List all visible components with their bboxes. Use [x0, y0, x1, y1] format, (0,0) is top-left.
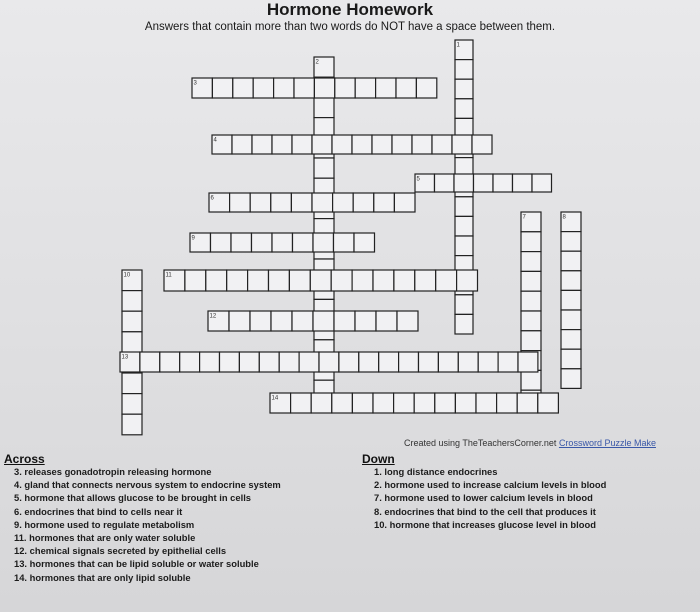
crossword-cell[interactable] [474, 174, 494, 192]
crossword-cell[interactable] [376, 311, 397, 331]
crossword-cell[interactable] [211, 233, 232, 252]
crossword-cell[interactable] [454, 174, 474, 192]
crossword-cell[interactable] [232, 135, 252, 154]
word-9-across [190, 233, 375, 252]
crossword-cell[interactable] [310, 270, 331, 291]
crossword-cell[interactable] [140, 352, 160, 372]
crossword-cell[interactable] [415, 270, 436, 291]
clue-number-10: 10 [123, 272, 131, 279]
word-8-down [561, 212, 581, 388]
crossword-cell[interactable] [435, 174, 455, 192]
page-title: Hormone Homework [266, 0, 434, 19]
word-11-across [164, 270, 478, 291]
crossword-cell[interactable] [359, 352, 379, 372]
crossword-cell[interactable] [335, 78, 355, 98]
word-2-down [314, 57, 334, 400]
crossword-cell[interactable] [432, 135, 452, 154]
crossword-cell[interactable] [472, 135, 492, 154]
crossword-cell[interactable] [279, 352, 299, 372]
clue-number-13: 13 [121, 354, 129, 361]
across-clue: 5. hormone that allows glucose to be brought in cells [14, 492, 252, 504]
crossword-cell[interactable] [379, 352, 399, 372]
crossword-cell[interactable] [180, 352, 200, 372]
crossword-cell[interactable] [435, 393, 456, 413]
word-13-across [120, 352, 538, 372]
credit-text: Created using TheTeachersCorner.net [404, 438, 559, 448]
crossword-cell[interactable] [372, 135, 392, 154]
crossword-cell[interactable] [233, 78, 253, 98]
across-clue: 14. hormones that are only lipid soluble [14, 571, 191, 583]
clue-number-11: 11 [165, 272, 172, 279]
crossword-cell[interactable] [339, 352, 359, 372]
credit-link[interactable]: Crossword Puzzle Make [558, 438, 656, 448]
crossword-cell[interactable] [334, 233, 355, 252]
crossword-cell[interactable] [376, 78, 396, 98]
clue-number-12: 12 [209, 313, 217, 320]
crossword-cell[interactable] [334, 311, 355, 331]
crossword-cell[interactable] [332, 135, 352, 154]
crossword-cell[interactable] [561, 251, 581, 271]
crossword-cell[interactable] [455, 60, 473, 80]
crossword-cell[interactable] [239, 352, 259, 372]
crossword-cell[interactable] [291, 193, 312, 212]
crossword-cell[interactable] [122, 394, 142, 415]
crossword-cell[interactable] [497, 393, 518, 413]
crossword-cell[interactable] [253, 78, 273, 98]
crossword-cell[interactable] [521, 271, 541, 291]
crossword-cell[interactable] [314, 78, 334, 98]
crossword-cell[interactable] [458, 352, 478, 372]
clue-number-9: 9 [191, 235, 195, 242]
crossword-cell[interactable] [438, 352, 458, 372]
crossword-cell[interactable] [311, 393, 332, 413]
crossword-cell[interactable] [455, 216, 473, 236]
word-5-across [415, 174, 552, 192]
crossword-cell[interactable] [513, 174, 533, 192]
crossword-cell[interactable] [354, 233, 375, 252]
crossword-cell[interactable] [538, 393, 559, 413]
across-clue: 13. hormones that can be lipid soluble or water soluble [14, 558, 259, 570]
across-clue: 6. endocrines that bind to cells near it [14, 505, 183, 517]
crossword-cell[interactable] [294, 78, 314, 98]
crossword-cell[interactable] [455, 236, 473, 256]
crossword-cell[interactable] [250, 193, 271, 212]
crossword-cell[interactable] [419, 352, 439, 372]
crossword-cell[interactable] [455, 99, 473, 119]
clue-number-2: 2 [315, 59, 319, 66]
crossword-cell[interactable] [521, 232, 541, 252]
crossword-cell[interactable] [399, 352, 419, 372]
crossword-cell[interactable] [200, 352, 220, 372]
crossword-cell[interactable] [229, 311, 250, 331]
down-clue: 8. endocrines that bind to the cell that produces it [374, 505, 596, 517]
crossword-cell[interactable] [394, 270, 415, 291]
word-6-across [209, 193, 415, 212]
down-clue: 1. long distance endocrines [374, 466, 498, 477]
crossword-cell[interactable] [396, 78, 416, 98]
crossword-cell[interactable] [521, 370, 541, 390]
crossword-cell[interactable] [293, 233, 314, 252]
across-clue-list [14, 465, 281, 584]
across-clue: 3. releases gonadotropin releasing hormone [14, 466, 212, 477]
crossword-cell[interactable] [230, 193, 251, 212]
crossword-cell[interactable] [521, 252, 541, 272]
clue-number-5: 5 [416, 176, 420, 183]
down-clue: 7. hormone used to lower calcium levels in blood [374, 492, 593, 504]
across-clue: 9. hormone used to regulate metabolism [14, 518, 195, 530]
crossword-cell[interactable] [271, 193, 292, 212]
crossword-cell[interactable] [333, 193, 354, 212]
crossword-cell[interactable] [122, 373, 142, 394]
crossword-cell[interactable] [314, 97, 334, 117]
crossword-cell[interactable] [392, 135, 412, 154]
crossword-cell[interactable] [397, 311, 418, 331]
crossword-cell[interactable] [457, 270, 478, 291]
crossword-cell[interactable] [455, 393, 476, 413]
across-heading: Across [4, 452, 45, 466]
crossword-cell[interactable] [416, 78, 436, 98]
crossword-cell[interactable] [355, 311, 376, 331]
crossword-cell[interactable] [478, 352, 498, 372]
word-12-across [208, 311, 418, 331]
crossword-cell[interactable] [561, 369, 581, 389]
crossword-cell[interactable] [227, 270, 248, 291]
crossword-cell[interactable] [292, 135, 312, 154]
crossword-cell[interactable] [314, 158, 334, 178]
crossword-cell[interactable] [220, 352, 240, 372]
crossword-cell[interactable] [476, 393, 497, 413]
crossword-cell[interactable] [160, 352, 180, 372]
crossword-cell[interactable] [252, 233, 273, 252]
down-clue: 2. hormone used to increase calcium levels in blood [374, 479, 607, 491]
crossword-cell[interactable] [455, 295, 473, 315]
crossword-cell[interactable] [414, 393, 435, 413]
crossword-cell[interactable] [353, 193, 374, 212]
down-clue: 10. hormone that increases glucose level in blood [374, 518, 596, 530]
crossword-cell[interactable] [269, 270, 290, 291]
crossword-cell[interactable] [206, 270, 227, 291]
crossword-cell[interactable] [374, 193, 395, 212]
crossword-cell[interactable] [521, 311, 541, 331]
crossword-cell[interactable] [272, 233, 293, 252]
word-14-across [270, 393, 558, 413]
crossword-cell[interactable] [394, 393, 415, 413]
crossword-cell[interactable] [259, 352, 279, 372]
crossword-cell[interactable] [352, 393, 373, 413]
crossword-cell[interactable] [212, 78, 232, 98]
crossword-cell[interactable] [185, 270, 206, 291]
clue-number-6: 6 [210, 195, 214, 202]
crossword-cell[interactable] [312, 193, 333, 212]
credit-line [404, 438, 656, 448]
clue-number-14: 14 [271, 395, 279, 402]
clue-number-3: 3 [193, 80, 197, 87]
crossword-cell[interactable] [521, 291, 541, 311]
crossword-cell[interactable] [122, 311, 142, 332]
crossword-cell[interactable] [231, 233, 252, 252]
crossword-cell[interactable] [394, 193, 415, 212]
word-4-across [212, 135, 492, 154]
crossword-cell[interactable] [498, 352, 518, 372]
clue-number-8: 8 [562, 214, 566, 221]
crossword-cell[interactable] [250, 311, 271, 331]
crossword-cell[interactable] [122, 414, 142, 435]
crossword-cell[interactable] [493, 174, 513, 192]
crossword-cell[interactable] [561, 349, 581, 369]
crossword-cell[interactable] [313, 311, 334, 331]
crossword-cell[interactable] [319, 352, 339, 372]
crossword-cell[interactable] [561, 271, 581, 291]
crossword-cell[interactable] [331, 270, 352, 291]
crossword-cell[interactable] [289, 270, 310, 291]
crossword-cell[interactable] [455, 79, 473, 99]
crossword-cell[interactable] [292, 311, 313, 331]
page-subtitle: Answers that contain more than two words do NOT have a space between them. [144, 21, 556, 33]
crossword-cell[interactable] [561, 290, 581, 310]
crossword-cell[interactable] [518, 352, 538, 372]
word-3-across [192, 78, 437, 98]
across-clue: 4. gland that connects nervous system to endocrine system [14, 479, 281, 491]
crossword-cell[interactable] [252, 135, 272, 154]
crossword-cell[interactable] [436, 270, 457, 291]
crossword-cell[interactable] [313, 233, 334, 252]
crossword-cell[interactable] [521, 331, 541, 351]
crossword-cell[interactable] [332, 393, 353, 413]
across-clue: 11. hormones that are only water soluble [14, 531, 196, 543]
crossword-cell[interactable] [532, 174, 552, 192]
crossword-cell[interactable] [561, 330, 581, 350]
down-clue-list [374, 465, 606, 531]
crossword-cell[interactable] [455, 314, 473, 334]
crossword-cell[interactable] [248, 270, 269, 291]
word-7-down [521, 212, 541, 410]
crossword-cell[interactable] [352, 135, 372, 154]
down-heading: Down [362, 452, 395, 466]
crossword-cell[interactable] [452, 135, 472, 154]
crossword-cell[interactable] [271, 311, 292, 331]
crossword-cell[interactable] [517, 393, 538, 413]
crossword-cell[interactable] [291, 393, 312, 413]
across-clue: 12. chemical signals secreted by epithelial cells [14, 545, 227, 557]
crossword-cell[interactable] [352, 270, 373, 291]
crossword-cell[interactable] [561, 232, 581, 252]
clue-number-7: 7 [522, 214, 526, 221]
crossword-cell[interactable] [122, 291, 142, 312]
crossword-cell[interactable] [412, 135, 432, 154]
clue-number-1: 1 [456, 42, 460, 49]
crossword-cell[interactable] [274, 78, 294, 98]
crossword-cell[interactable] [355, 78, 375, 98]
crossword-cell[interactable] [561, 310, 581, 330]
crossword-cell[interactable] [312, 135, 332, 154]
crossword-cell[interactable] [373, 270, 394, 291]
crossword-cell[interactable] [299, 352, 319, 372]
crossword-cell[interactable] [272, 135, 292, 154]
crossword-cell[interactable] [455, 197, 473, 217]
clue-number-4: 4 [213, 137, 217, 144]
crossword-cell[interactable] [373, 393, 394, 413]
crossword-cell[interactable] [122, 332, 142, 353]
